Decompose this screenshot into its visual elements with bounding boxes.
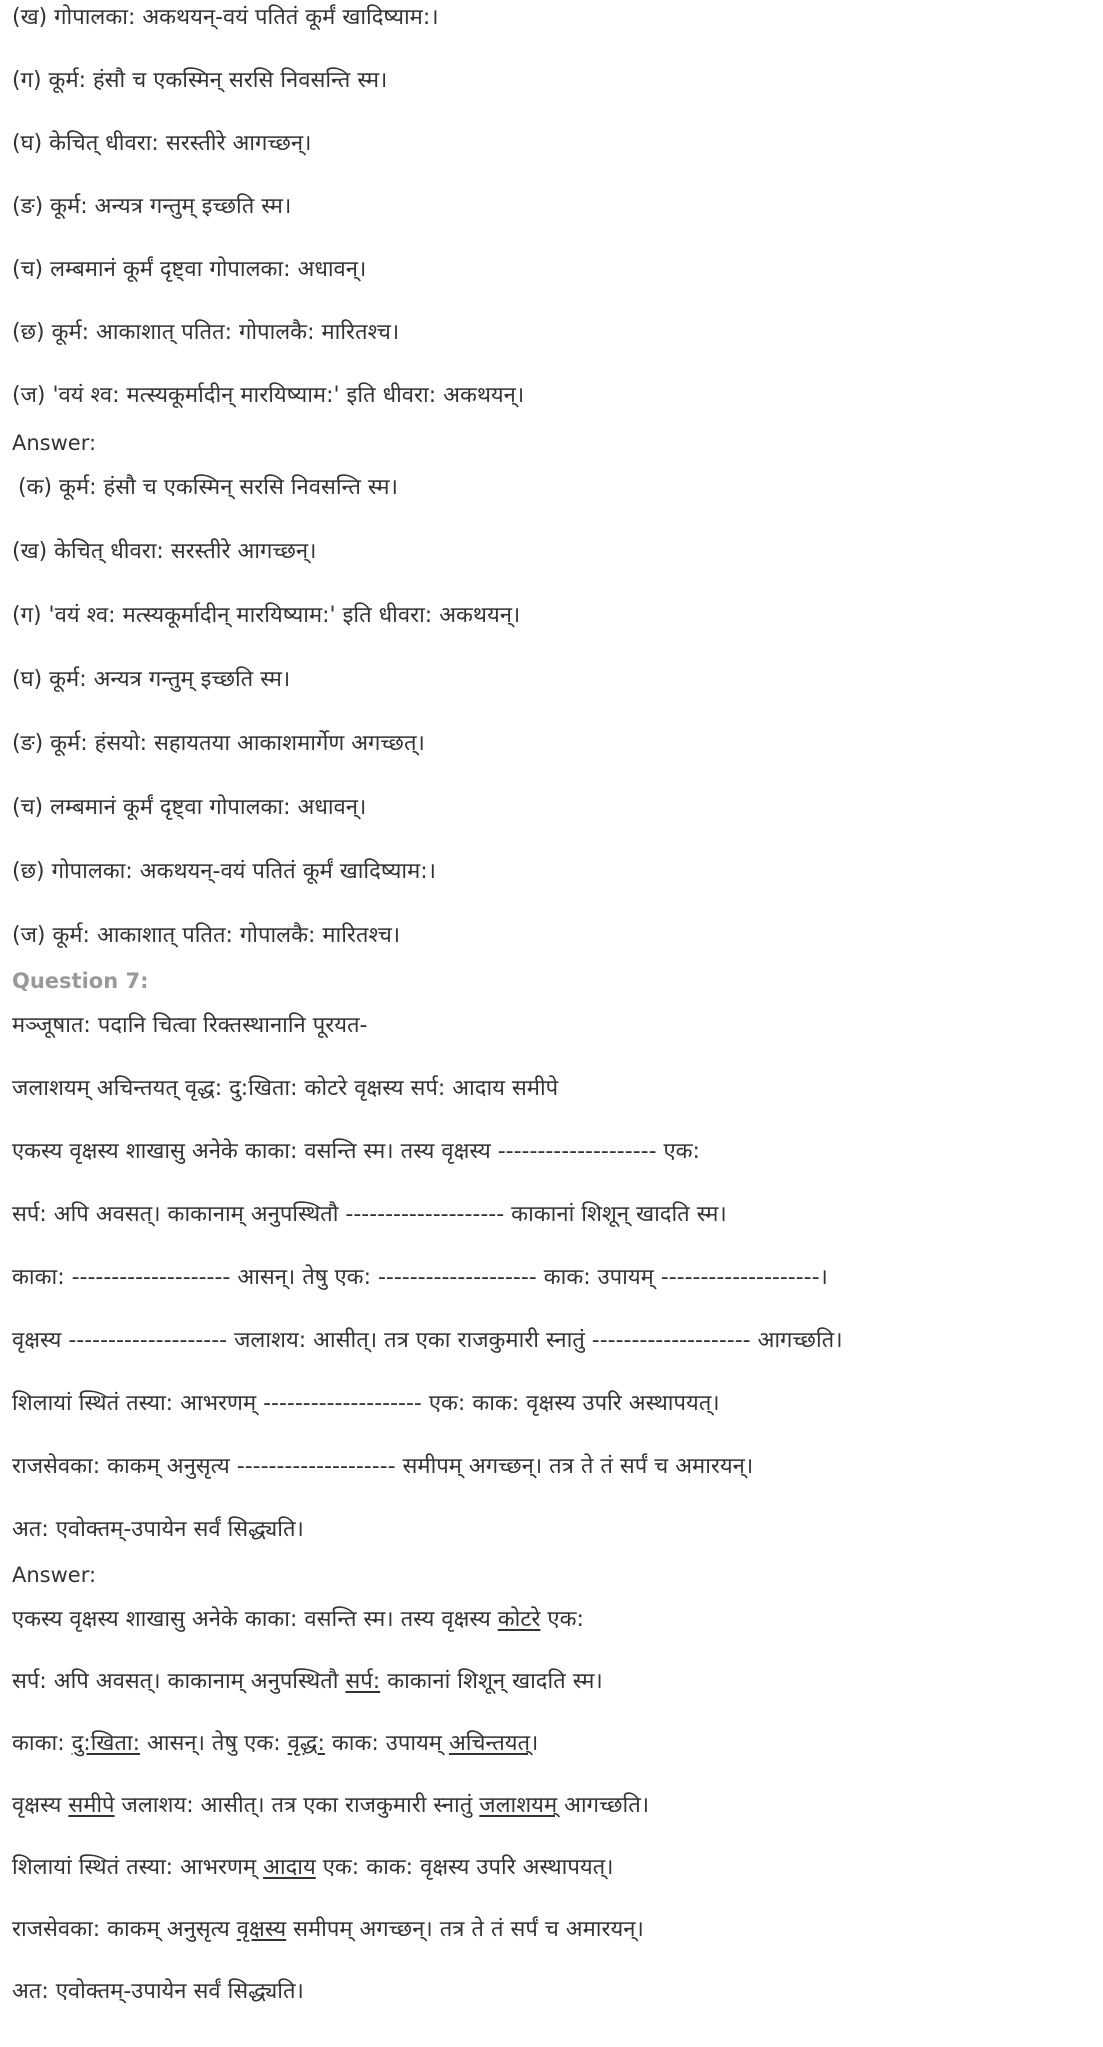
answer6-item: (घ) कूर्म: अन्यत्र गन्तुम् इच्छति स्म। [12,667,291,692]
answer7-text: सर्प: अपि अवसत्। काकानाम् अनुपस्थितौ [12,1669,346,1694]
answer7-filled-word: आदाय [263,1855,316,1880]
answer6-item: (च) लम्बमानं कूर्मं दृष्ट्वा गोपालका: अधावन्। [12,795,367,820]
question6-item: (घ) केचित् धीवरा: सरस्तीरे आगच्छन्। [12,131,312,156]
answer7-filled-word: अचिन्तयत् [448,1731,531,1756]
answer7-text: आसन्। तेषु एक: [140,1731,288,1756]
answer7-text: आगच्छति। [557,1793,650,1818]
question7-blank-line: वृक्षस्य -------------------- जलाशय: आसीत्। तत्र एका राजकुमारी स्नातुं -------------------- आगच्छति। [12,1328,843,1353]
answer7-filled-word: समीपे [68,1793,115,1818]
answer7-filled-word: वृक्षस्य [236,1917,287,1942]
question6-item: (ङ) कूर्म: अन्यत्र गन्तुम् इच्छति स्म। [12,194,292,219]
answer7-text: एक: काक: वृक्षस्य उपरि अस्थापयत्। [315,1855,614,1880]
answer7-filled-word: कोटरे [497,1607,541,1632]
answer7-filled-word: दु:खिता: [71,1731,141,1756]
answer7-text: काकानां शिशून् खादति स्म। [380,1669,603,1694]
answer6-item: (ग) 'वयं श्व: मत्स्यकूर्मादीन् मारयिष्याम:' इति धीवरा: अकथयन्। [12,603,521,628]
question7-blank-line: सर्प: अपि अवसत्। काकानाम् अनुपस्थितौ -------------------- काकानां शिशून् खादति स्म। [12,1202,727,1227]
question7-blank-line: एकस्य वृक्षस्य शाखासु अनेके काका: वसन्ति स्म। तस्य वृक्षस्य -------------------- एक: [12,1139,700,1164]
answer7-body [12,1606,1091,2006]
answer7-filled-word: जलाशयम् [479,1793,558,1818]
answer7-label: Answer: [12,1563,97,1587]
answer7-text: काका: [12,1731,72,1756]
question7-blank-line: राजसेवका: काकम् अनुसृत्य -------------------- समीपम् अगच्छन्। तत्र ते तं सर्पं च अमारयन्। [12,1454,754,1479]
question7-instruction: मञ्जूषात: पदानि चित्वा रिक्तस्थानानि पूरयत- [12,1013,368,1038]
answer7-line [12,1792,1091,1820]
answer7-filled-word: वृद्ध: [287,1731,325,1756]
question6-item: (ख) गोपालका: अकथयन्-वयं पतितं कूर्मं खादिष्याम:। [12,5,439,30]
answer7-line: अत: एवोक्तम्-उपायेन सर्वं सिद्ध्यति। [12,1979,304,2004]
answer6-list [12,474,1091,950]
question6-item: (ज) 'वयं श्व: मत्स्यकूर्मादीन् मारयिष्याम:' इति धीवरा: अकथयन्। [12,383,525,408]
answer6-item: (छ) गोपालका: अकथयन्-वयं पतितं कूर्मं खादिष्याम:। [12,859,436,884]
answer7-text: शिलायां स्थितं तस्या: आभरणम् [12,1855,264,1880]
answer7-text: समीपम् अगच्छन्। तत्र ते तं सर्पं च अमारयन्। [286,1917,644,1942]
answer7-line [12,1730,1091,1758]
question6-item: (च) लम्बमानं कूर्मं दृष्ट्वा गोपालका: अधावन्। [12,257,367,282]
answer6-item: (ख) केचित् धीवरा: सरस्तीरे आगच्छन्। [12,539,317,564]
question7-blank-line: काका: -------------------- आसन्। तेषु एक: -------------------- काक: उपायम् --------------------। [12,1265,828,1290]
answer6-item: (ज) कूर्म: आकाशात् पतित: गोपालकै: मारितश्च। [12,923,401,948]
answer7-text: एकस्य वृक्षस्य शाखासु अनेके काका: वसन्ति स्म। तस्य वृक्षस्य [12,1607,498,1632]
answer7-line [12,1606,1091,1634]
answer6-item: (ङ) कूर्म: हंसयो: सहायतया आकाशमार्गेण अगच्छत्। [12,731,425,756]
answer7-text: जलाशय: आसीत्। तत्र एका राजकुमारी स्नातुं [114,1793,480,1818]
answer7-line [12,1854,1091,1882]
question7-body [12,1012,1091,1544]
answer7-text: वृक्षस्य [12,1793,69,1818]
answer7-line [12,1668,1091,1696]
question6-item: (ग) कूर्म: हंसौ च एकस्मिन् सरसि निवसन्ति स्म। [12,68,388,93]
answer7-text: एक: [540,1607,584,1632]
answer6-item: (क) कूर्म: हंसौ च एकस्मिन् सरसि निवसन्ति स्म। [18,475,398,500]
answer7-text: काक: उपायम् [324,1731,449,1756]
answer7-text: राजसेवका: काकम् अनुसृत्य [12,1917,237,1942]
question7-blank-line: अत: एवोक्तम्-उपायेन सर्वं सिद्ध्यति। [12,1517,304,1542]
question7-heading: Question 7: [12,969,149,993]
question6-item: (छ) कूर्म: आकाशात् पतित: गोपालकै: मारितश्च। [12,320,400,345]
answer7-filled-word: सर्प: [345,1669,381,1694]
answer7-text: । [530,1731,539,1756]
question6-options [12,0,1091,410]
question7-word-box: जलाशयम् अचिन्तयत् वृद्ध: दु:खिता: कोटरे वृक्षस्य सर्प: आदाय समीपे [12,1076,559,1101]
question7-blank-line: शिलायां स्थितं तस्या: आभरणम् -------------------- एक: काक: वृक्षस्य उपरि अस्थापयत्। [12,1391,720,1416]
answer6-label: Answer: [12,431,97,455]
answer7-line [12,1916,1091,1944]
